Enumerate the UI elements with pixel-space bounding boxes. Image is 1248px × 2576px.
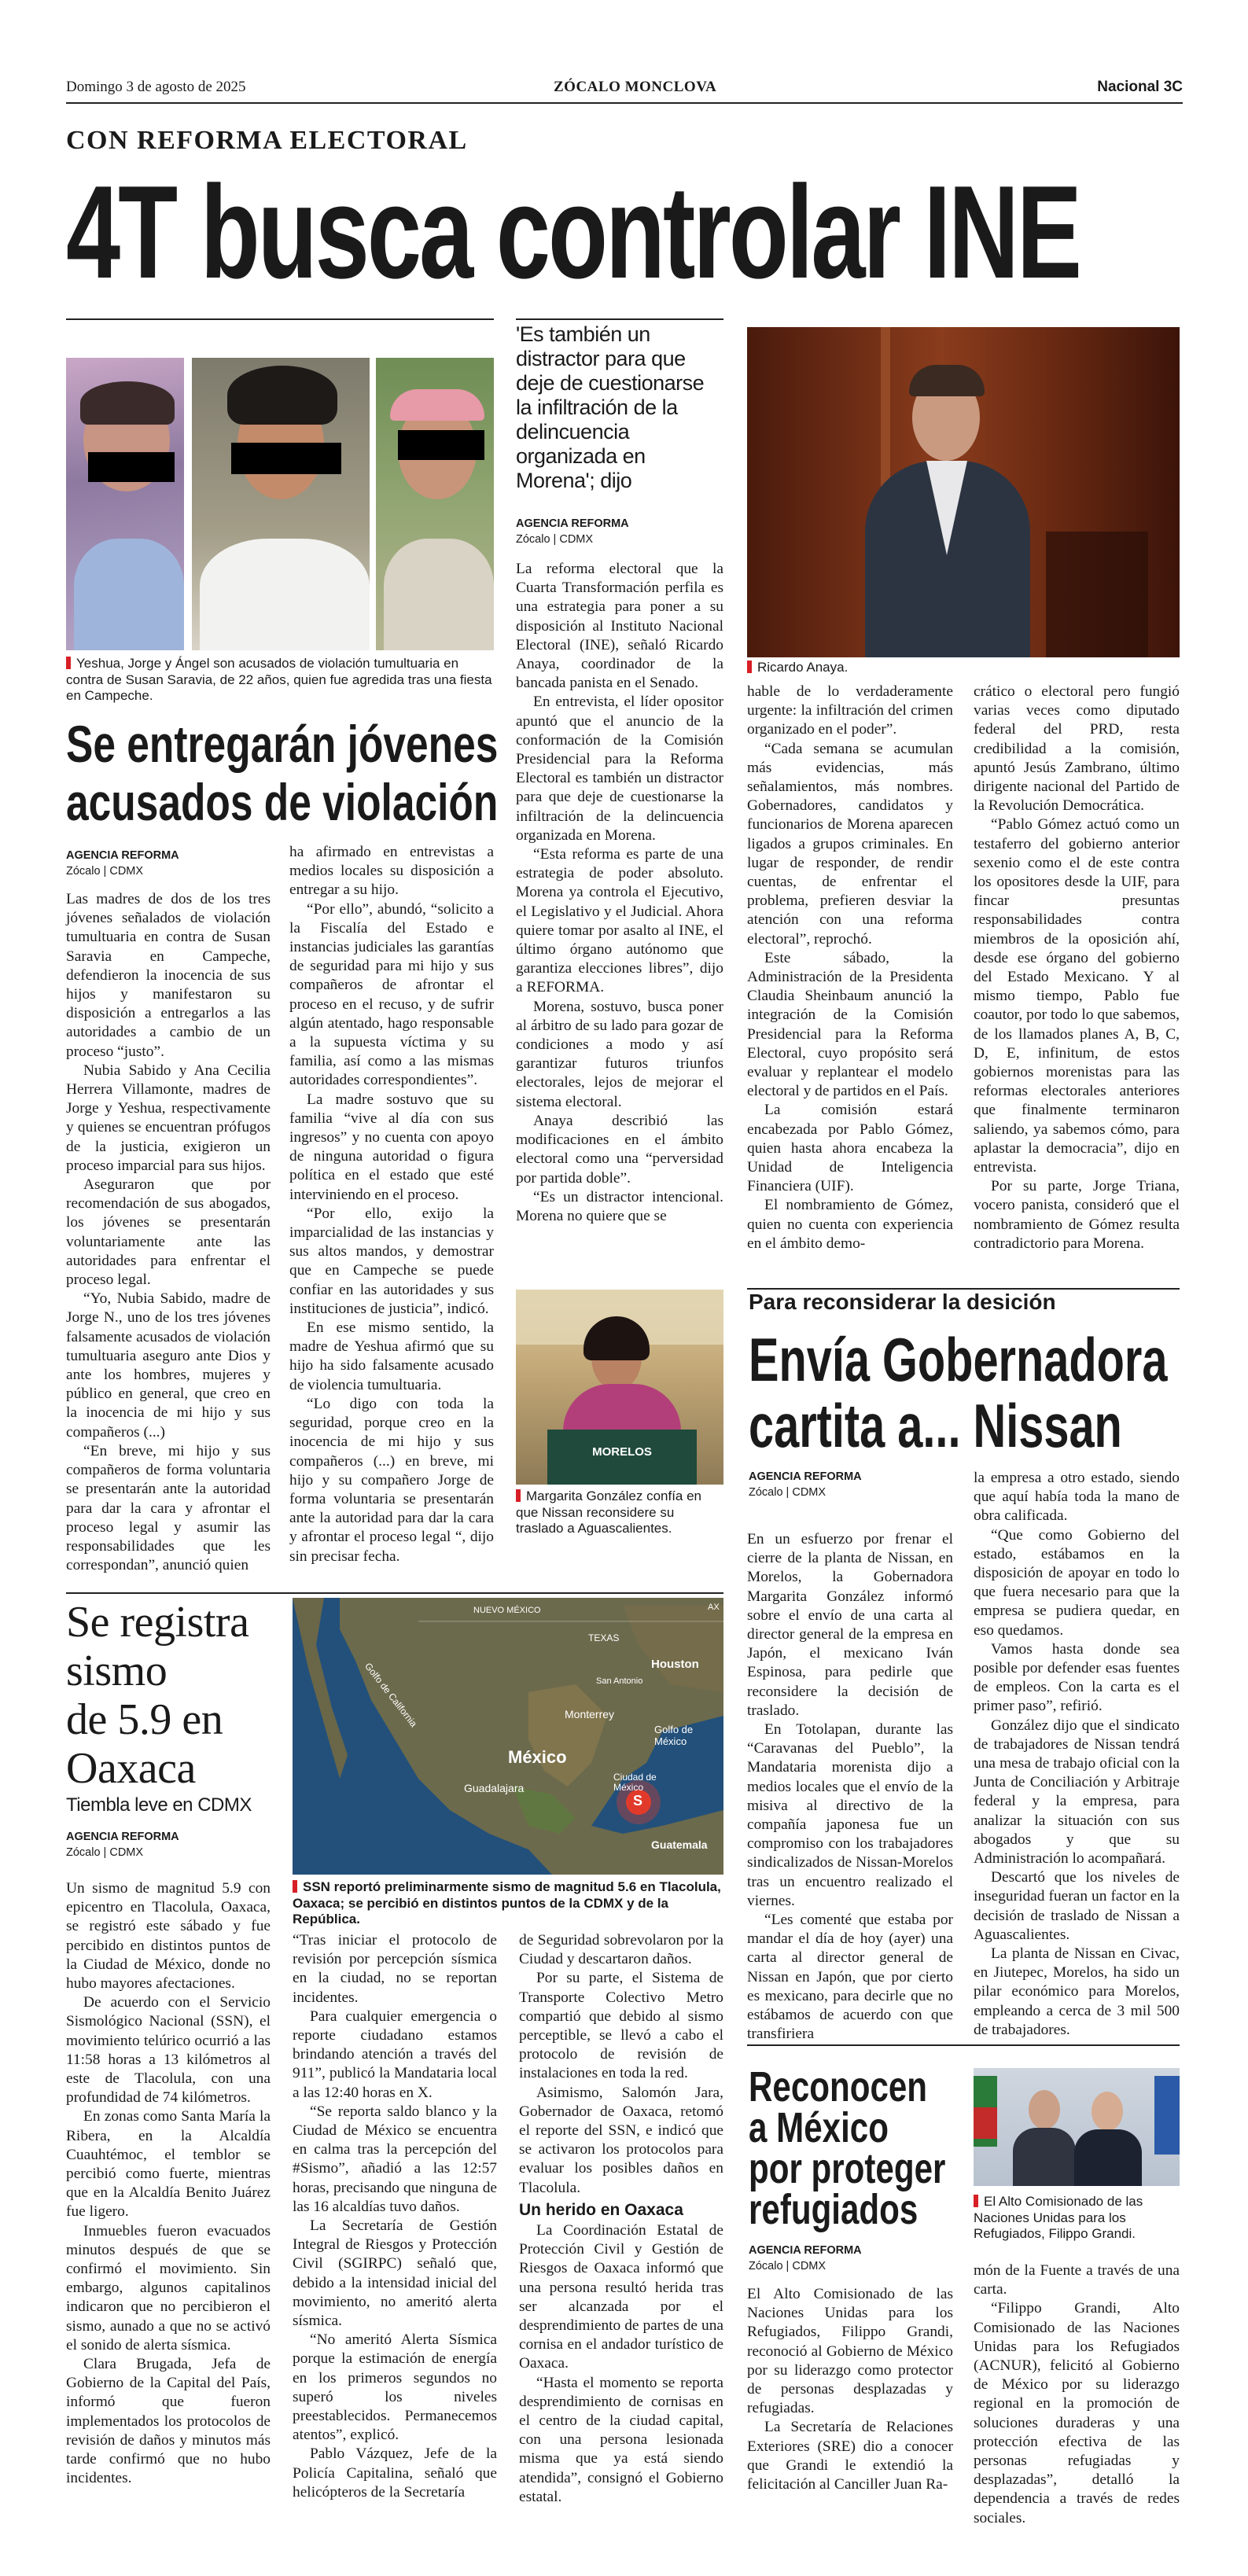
caption-marker [974,2195,978,2207]
caption-marker [66,657,71,669]
top-headline: 4T busca controlar INE [66,158,1080,306]
anaya-caption: Ricardo Anaya. [747,659,848,675]
nissan-headline-line2: cartita a... Nissan [749,1391,1122,1460]
sismo-byline: AGENCIA REFORMA Zócalo | CDMX [66,1831,179,1859]
top-kicker: CON REFORMA ELECTORAL [66,126,468,155]
nissan-headline-line1: Envía Gobernadora [749,1325,1168,1394]
sismo-column-1: Un sismo de magnitud 5.9 con epicentro en Tlacolula, Oaxaca, se registró este sábado y fue percibido en distintos puntos de la Ciudad de México, donde no hubo mayores afectaciones. De acuerdo con el Servicio Sismológico Nacional (SSN), el movimiento telúrico ocurrió a las 11:58 horas a 13 kilómetros al este de Tlacolula, con una profundidad de 74 kilómetros. En zonas como Santa María la Ribera, en la Alcaldía Cuauhtémoc, el temblor se percibió como fuerte, mientras que en la Alcaldía Benito Juárez fue ligero. Inmuebles fueron evacuados minutos después de que se confirmó el movimiento. Sin embargo, algunos capitalinos indicaron que no percibieron el sismo, aunado a que no se activó el sonido de alerta sísmica. Clara Brugada, Jefa de Gobierno de la Capital del País, informó que fueron implementados los protocolos de revisión de daños y minutos más tarde confirmó que no hubo incidentes. [66,1880,271,2487]
sismo-column-2: “Tras iniciar el protocolo de revisión por percepción sísmica en la ciudad, no se reportan incidentes. Para cualquier emergencia o reporte ciudadano estamos brindando atención a través del 911”, publicó la Mandataria local a las 12:40 horas en X. “Se reporta saldo blanco y la Ciudad de México se encuentra en calma tras la percepción del #Sismo”, añadió a las 12:57 horas, precisando que ninguna de las 16 alcaldías tuvo daños. La Secretaría de Gestión Integral de Riesgos y Protección Civil (SGIRPC) señaló que, debido a la intensidad inicial del movimiento, no ameritó alerta sísmica. “No ameritó Alerta Sísmica porque la estimación de energía en los primeros segundos no superó los niveles preestablecidos. Permanecemos atentos”, explicó. Pablo Vázquez, Jefe de la Policía Capitalina, señaló que helicópteros de la Secretaría [293,1932,497,2501]
nissan-column-1: En un esfuerzo por frenar el cierre de la planta de Nissan, en Morelos, la Gobernadora Margarita González informó sobre el envío de una carta al director general de la empresa en Japón, el mexicano Iván Espinosa, para pedirle que reconsidere la decisión de traslado. En Totolapan, durante las “Caravanas del Pueblo”, la Mandataria morenista dijo a medios locales que el envío de la misiva al directivo de la compañía japonesa fue un compromiso con los trabajadores sindicalizados de Nissan-Morelos tras un encuentro realizado el viernes. “Les comenté que estaba por mandar el día de hoy (ayer) una carta al director general de Nissan en Japón, que por cierto es mexicano, para decirle que no estábamos de acuerdo con que transfiriera [747,1531,953,2043]
map-caption: SSN reportó preliminarmente sismo de magnitud 5.6 en Tlacolula, Oaxaca; se percibió en distintos puntos de la CDMX y de la República. [293,1879,721,1926]
rape-headline-line1: Se entregarán jóvenes [66,715,499,773]
map-label-cdmx: Ciudad de México [613,1772,657,1793]
suspect-photo-2 [192,358,370,650]
refugiados-byline: AGENCIA REFORMA Zócalo | CDMX [749,2244,862,2272]
issue-date: Domingo 3 de agosto de 2025 [66,79,246,95]
refugiados-column-2: món de la Fuente a través de una carta. “Filippo Grandi, Alto Comisionado de las Naciones Unidas para los Refugiados (ACNUR), felicitó al Gobierno de México por su liderazgo regional en la promoción de soluciones duraderas y una protección efectiva de las personas refugiadas y desplazadas”, detalló la dependencia a través de redes sociales. [974,2262,1180,2526]
map-label-tx: TEXAS [588,1632,620,1643]
top-column-1: La reforma electoral que la Cuarta Transformación perfila es una estrategia para poner a su disposición al Instituto Nacional Electoral (INE), señaló Ricardo Anaya, coordinador de la bancada panista en el Senado. En entrevista, el líder opositor apuntó que el anuncio de la conformación de la Comisión Presidencial para la Reforma Electoral es también un distractor para que deje de cuestionarse la infiltración de la delincuencia organizada en Morena. “Esta reforma es parte de una estrategia de poder absoluto. Morena ya controla el Ejecutivo, el Legislativo y el Judicial. Ahora quiere tomar por asalto al INE, el último órgano autónomo que garantiza elecciones libres”, dijo a REFORMA. Morena, sostuvo, busca poner al árbitro de su lado para gozar de condiciones a modo y así garantizar futuros triunfos electorales, lejos de mejorar el sistema electoral. Anaya describió las modificaciones en el ámbito electoral como una “perversidad por partida doble”. “Es un distractor intencional. Morena no quiere que se [516,561,723,1224]
map-label-ax: AX [708,1603,720,1612]
rape-byline: AGENCIA REFORMA Zócalo | CDMX [66,849,179,878]
refugiados-rule [747,2044,1180,2046]
rape-column-1: Las madres de dos de los tres jóvenes señalados de violación tumultuaria en contra de Susan Saravia en Campeche, defendieron la inocencia de sus hijos y manifestaron su disposición a entregarlos a las autoridades a cambio de un proceso “justo”. Nubia Sabido y Ana Cecilia Herrera Villamonte, madres de Jorge y Yeshua, respectivamente y quienes se encuentran prófugos de la justicia, exigieron un proceso imparcial para sus hijos. Aseguraron que por recomendación de sus abogados, los jóvenes se presentarán voluntariamente ante las autoridades para enfrentar el proceso legal. “Yo, Nubia Sabido, madre de Jorge N., uno de los tres jóvenes falsamente acusados de violación tumultuaria aseguro ante Dios y ante los hombres, mujeres y público en general, que creo en la inocencia de mi hijo y sus compañeros (...) “En breve, mi hijo y sus compañeros de forma voluntaria se presentarán ante la autoridad para dar la cara y afrontar el proceso legal y asumir las responsabilidades que les correspondan”, anunció quien [66,891,271,1574]
map-label-mx: México [508,1747,567,1767]
grandi-photo [974,2068,1180,2186]
sismo-subtitle: Un herido en Oaxaca [519,2200,683,2219]
nissan-byline: AGENCIA REFORMA Zócalo | CDMX [749,1470,862,1499]
rape-column-2: ha afirmado en entrevistas a medios locales su disposición a entregar a su hijo. “Por ello”, abundó, “solicito a la Fiscalía del Estado e instancias judiciales las garantías de seguridad para mi hijo y sus compañeros de afrontar el proceso en el recuso, y de sufrir algún atentado, hago responsable a la supuesta víctima y su familia, así como a las mismas autoridades correspondientes”. La madre sostuvo que su familia “vive al día con sus ingresos” y no cuenta con apoyo de ninguna autoridad o figura política en el estado que esté interviniendo en el proceso. “Por ello, exijo la imparcialidad de las instancias y sus altos mandos, y demostrar que en Campeche se puede confiar en las autoridades y sus instituciones de justicia”, indicó. En ese mismo sentido, la madre de Yeshua afirmó que su hijo ha sido falsamente acusado de violencia tumultuaria. “Lo digo con toda la seguridad, porque creo en la inocencia de mi hijo y sus compañeros (...) en breve, mi hijo y su compañero Jorge de forma voluntaria se presentarán ante la autoridad para dar la cara y afrontar el proceso legal “, dijo sin precisar fecha. [289,844,494,1565]
suspect-photo-3 [376,358,494,650]
gobernadora-photo [516,1290,723,1485]
sismo-headline: Se registra sismo de 5.9 en Oaxaca [66,1598,249,1793]
rape-headline-line2: acusados de violación [66,773,499,831]
top-rule [66,318,494,320]
refugiados-column-1: El Alto Comisionado de las Naciones Unidas para los Refugiados, Filippo Grandi, reconoció al Gobierno de México por su liderazgo como protector de personas desplazadas y refugiadas. La Secretaría de Relaciones Exteriores (SRE) dio a conocer que Grandi le extendió la felicitación al Canciller Juan Ra- [747,2286,953,2493]
newspaper-name: ZÓCALO MONCLOVA [554,79,717,95]
top-byline: AGENCIA REFORMA Zócalo | CDMX [516,517,629,546]
anaya-photo [747,327,1180,657]
map-label-gm: Golfo de México [654,1724,694,1747]
map-label-gua: Guatemala [651,1838,708,1851]
earthquake-map [293,1598,723,1875]
map-label-mty: Monterrey [565,1708,615,1720]
caption-marker [747,661,752,673]
top-column-2: hable de lo verdaderamente urgente: la infiltración del crimen organizado en el poder”. “Cada semana se acumulan más evidencias, más señalamientos, más nombres. Gobernadores, candidatos y funcionarios de Morena aparecen ligados a grupos criminales. En lugar de responder, de rendir cuentas, de enfrentar el problema, prefieren desviar la atención con una reforma electoral”, reprochó. Este sábado, la Administración de la Presidenta Claudia Sheinbaum anunció la integración de la Comisión Presidencial para la Reforma Electoral, cuyo propósito será evaluar y replantear el modelo electoral y de partidos en el País. La comisión estará encabezada por Pablo Gómez, quien hasta ahora encabeza la Unidad de Inteligencia Financiera (UIF). El nombramiento de Gómez, quien no cuenta con experiencia en el ámbito demo- [747,683,953,1252]
podium-label: MORELOS [592,1445,652,1459]
sismo-column-3: de Seguridad sobrevolaron por la Ciudad y descartaron daños. Por su parte, el Sistema de Transporte Colectivo Metro compartió que debido al sismo perceptible, se llevó a cabo el protocolo de revisión de instalaciones en toda la red. Asimismo, Salomón Jara, Gobernador de Oaxaca, retomó el reporte del SSN, e indicó que se activaron los protocolos para evaluar los posibles daños en Tlacolula. Un herido en Oaxaca La Coordinación Estatal de Protección Civil y Gestión de Riesgos de Oaxaca informó que una persona resultó herida tras ser alcanzada por el desprendimiento de partes de una cornisa en el andador turístico de Oaxaca. “Hasta el momento se reporta desprendimiento de cornisas en el centro de la ciudad capital, con una persona lesionada misma que ya está siendo atendida”, consignó el Gobierno estatal. [519,1932,723,2505]
map-label-nm: NUEVO MÉXICO [473,1606,541,1615]
map-label-gc: Golfo de California [362,1661,420,1729]
section-page: Nacional 3C [1097,79,1183,95]
grandi-caption: El Alto Comisionado de las Naciones Unidas para los Refugiados, Filippo Grandi. [974,2194,1143,2241]
map-label-hou: Houston [651,1658,699,1671]
pull-quote: 'Es también un distractor para que deje de cuestionarse la infiltración de la delincuencia organizada en Morena'; dijo [516,322,705,492]
quote-rule [516,318,723,320]
map-label-gdl: Guadalajara [464,1782,525,1794]
sismo-subhead: Tiembla leve en CDMX [66,1794,252,1816]
epicenter-label: S [633,1793,643,1809]
suspects-caption: Yeshua, Jorge y Ángel son acusados de violación tumultuaria en contra de Susan Saravia, de 22 años, quien fue agredida tras una fiesta en Campeche. [66,656,492,703]
top-column-3: crático o electoral pero fungió varias veces como diputado federal del PRD, resta credibilidad a la comisión, apuntó Jesús Zambrano, último dirigente nacional del Partido de la Revolución Democrática. “Pablo Gómez actuó como un testaferro del gobierno anterior sexenio como el de este contra los opositores desde la UIF, para fincar presuntas responsabilidades contra miembros de la oposición ahí, desde ese órgano del gobierno del Estado Mexicano. Y al mismo tiempo, Pablo fue coautor, por todo lo que sabemos, de los llamados planes A, B, C, D, E, infinitum, de estos gobiernos morenistas para las reformas electorales anteriores que finalmente terminaron saliendo, ya sabemos cómo, para aplastar la democracia”, dijo en entrevista. Por su parte, Jorge Triana, vocero panista, consideró que el nombramiento de Gómez resulta contradictorio para Morena. [974,683,1180,1252]
caption-marker [516,1489,521,1502]
map-label-sa: San Antonio [596,1676,643,1686]
header-rule [66,102,1183,104]
sismo-rule [66,1592,723,1594]
page-header [66,75,1183,104]
caption-marker [293,1880,297,1893]
nissan-kicker: Para reconsiderar la desición [749,1290,1056,1314]
nissan-column-2: la empresa a otro estado, siendo que aquí había toda la mano de obra calificada. “Que como Gobierno del estado, estábamos en la disposición de apoyar en todo lo que fuera necesario para que la empresa se pudiera quedar, en eso quedamos. Vamos hasta donde sea posible por defender esas fuentes de empleos. Con la carta es el primer paso”, refirió. González dijo que el sindicato de trabajadores de Nissan tendrá una mesa de trabajo oficial con la Junta de Conciliación y Arbitraje federal y la empresa, para analizar la situación con sus abogados y que su Administración lo acompañará. Descartó que los niveles de inseguridad fueran un factor en la decisión de traslado de Nissan a Aguascalientes. La planta de Nissan en Civac, en Jiutepec, Morelos, ha sido un pilar económico para Morelos, empleando a cerca de 3 mil 500 de trabajadores. [974,1470,1180,2038]
gobernadora-caption: Margarita González confía en que Nissan reconsidere su traslado a Aguascalientes. [516,1489,702,1536]
refugiados-headline: Reconocen a México por proteger refugiados [749,2063,946,2233]
suspect-photo-1 [66,358,184,650]
